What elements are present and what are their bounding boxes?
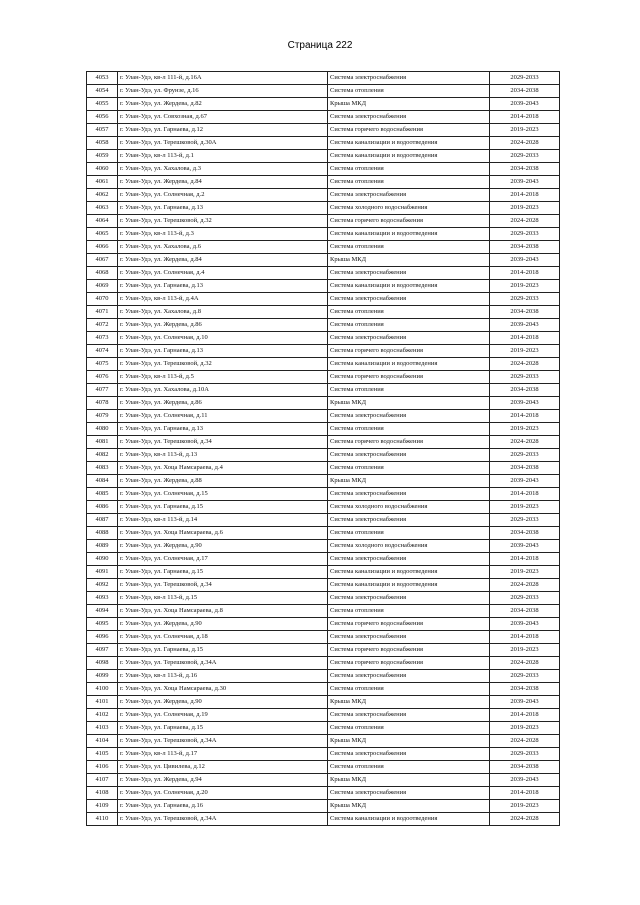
address-cell: г. Улан-Удэ, ул. Терешковой, д.34А <box>118 735 328 748</box>
address-cell: г. Улан-Удэ, ул. Солнечная, д.2 <box>118 189 328 202</box>
period-cell: 2029-2033 <box>490 293 560 306</box>
row-number: 4077 <box>87 384 118 397</box>
table-row <box>87 644 560 657</box>
address-cell: г. Улан-Удэ, ул. Солнечная, д.20 <box>118 787 328 800</box>
table-row <box>87 371 560 384</box>
period-cell: 2024-2028 <box>490 358 560 371</box>
table-row <box>87 592 560 605</box>
system-cell: Система электроснабжения <box>328 332 490 345</box>
address-cell: г. Улан-Удэ, кв-л 113-й, д.13 <box>118 449 328 462</box>
table-row <box>87 553 560 566</box>
period-cell: 2024-2028 <box>490 657 560 670</box>
address-cell: г. Улан-Удэ, ул. Терешковой, д.32 <box>118 358 328 371</box>
row-number: 4093 <box>87 592 118 605</box>
register-table <box>86 71 560 826</box>
table-row <box>87 150 560 163</box>
period-cell: 2029-2033 <box>490 514 560 527</box>
address-cell: г. Улан-Удэ, ул. Жердева, д.86 <box>118 397 328 410</box>
system-cell: Система холодного водоснабжения <box>328 540 490 553</box>
table-row <box>87 111 560 124</box>
period-cell: 2019-2023 <box>490 644 560 657</box>
period-cell: 2034-2038 <box>490 85 560 98</box>
address-cell: г. Улан-Удэ, ул. Солнечная, д.19 <box>118 709 328 722</box>
system-cell: Система электроснабжения <box>328 670 490 683</box>
row-number: 4109 <box>87 800 118 813</box>
row-number: 4101 <box>87 696 118 709</box>
row-number: 4102 <box>87 709 118 722</box>
row-number: 4092 <box>87 579 118 592</box>
address-cell: г. Улан-Удэ, ул. Жердева, д.84 <box>118 176 328 189</box>
period-cell: 2024-2028 <box>490 735 560 748</box>
address-cell: г. Улан-Удэ, ул. Солнечная, д.10 <box>118 332 328 345</box>
row-number: 4057 <box>87 124 118 137</box>
row-number: 4104 <box>87 735 118 748</box>
system-cell: Крыша МКД <box>328 774 490 787</box>
address-cell: г. Улан-Удэ, кв-л 113-й, д.15 <box>118 592 328 605</box>
period-cell: 2029-2033 <box>490 72 560 85</box>
period-cell: 2034-2038 <box>490 761 560 774</box>
row-number: 4078 <box>87 397 118 410</box>
system-cell: Система отопления <box>328 176 490 189</box>
period-cell: 2019-2023 <box>490 423 560 436</box>
table-row <box>87 202 560 215</box>
system-cell: Система канализации и водоотведения <box>328 150 490 163</box>
table-row <box>87 670 560 683</box>
table-row <box>87 72 560 85</box>
period-cell: 2014-2018 <box>490 709 560 722</box>
table-row <box>87 683 560 696</box>
row-number: 4095 <box>87 618 118 631</box>
row-number: 4068 <box>87 267 118 280</box>
address-cell: г. Улан-Удэ, ул. Гарнаева, д.15 <box>118 722 328 735</box>
period-cell: 2039-2043 <box>490 176 560 189</box>
table-row <box>87 358 560 371</box>
system-cell: Система отопления <box>328 85 490 98</box>
address-cell: г. Улан-Удэ, ул. Хахалова, д.3 <box>118 163 328 176</box>
period-cell: 2039-2043 <box>490 319 560 332</box>
row-number: 4056 <box>87 111 118 124</box>
address-cell: г. Улан-Удэ, ул. Жердева, д.82 <box>118 98 328 111</box>
period-cell: 2034-2038 <box>490 683 560 696</box>
address-cell: г. Улан-Удэ, ул. Гарнаева, д.13 <box>118 280 328 293</box>
table-row <box>87 345 560 358</box>
table-row <box>87 137 560 150</box>
table-row <box>87 436 560 449</box>
system-cell: Система электроснабжения <box>328 592 490 605</box>
address-cell: г. Улан-Удэ, ул. Жердева, д.90 <box>118 618 328 631</box>
table-row <box>87 267 560 280</box>
row-number: 4106 <box>87 761 118 774</box>
table-row <box>87 761 560 774</box>
period-cell: 2029-2033 <box>490 228 560 241</box>
period-cell: 2019-2023 <box>490 501 560 514</box>
system-cell: Система электроснабжения <box>328 553 490 566</box>
system-cell: Крыша МКД <box>328 397 490 410</box>
row-number: 4084 <box>87 475 118 488</box>
address-cell: г. Улан-Удэ, ул. Хоца Намсараева, д.6 <box>118 527 328 540</box>
row-number: 4087 <box>87 514 118 527</box>
system-cell: Система отопления <box>328 462 490 475</box>
page-title: Страница 222 <box>287 40 353 51</box>
period-cell: 2024-2028 <box>490 813 560 826</box>
address-cell: г. Улан-Удэ, ул. Хоца Намсараева, д.30 <box>118 683 328 696</box>
address-cell: г. Улан-Удэ, ул. Солнечная, д.15 <box>118 488 328 501</box>
period-cell: 2014-2018 <box>490 553 560 566</box>
row-number: 4060 <box>87 163 118 176</box>
row-number: 4076 <box>87 371 118 384</box>
address-cell: г. Улан-Удэ, ул. Гарнаева, д.13 <box>118 202 328 215</box>
period-cell: 2029-2033 <box>490 449 560 462</box>
row-number: 4100 <box>87 683 118 696</box>
table-row <box>87 215 560 228</box>
table-row <box>87 332 560 345</box>
address-cell: г. Улан-Удэ, ул. Солнечная, д.18 <box>118 631 328 644</box>
row-number: 4080 <box>87 423 118 436</box>
system-cell: Крыша МКД <box>328 98 490 111</box>
address-cell: г. Улан-Удэ, ул. Терешковой, д.34 <box>118 436 328 449</box>
system-cell: Система отопления <box>328 683 490 696</box>
row-number: 4099 <box>87 670 118 683</box>
period-cell: 2014-2018 <box>490 488 560 501</box>
table-row <box>87 657 560 670</box>
system-cell: Система горячего водоснабжения <box>328 345 490 358</box>
row-number: 4094 <box>87 605 118 618</box>
address-cell: г. Улан-Удэ, ул. Терешковой, д.34А <box>118 813 328 826</box>
address-cell: г. Улан-Удэ, ул. Гарнаева, д.13 <box>118 345 328 358</box>
row-number: 4081 <box>87 436 118 449</box>
period-cell: 2019-2023 <box>490 722 560 735</box>
address-cell: г. Улан-Удэ, кв-л 113-й, д.14 <box>118 514 328 527</box>
period-cell: 2019-2023 <box>490 566 560 579</box>
period-cell: 2039-2043 <box>490 774 560 787</box>
period-cell: 2039-2043 <box>490 475 560 488</box>
system-cell: Система электроснабжения <box>328 410 490 423</box>
system-cell: Система канализации и водоотведения <box>328 566 490 579</box>
table-row <box>87 449 560 462</box>
table-row <box>87 176 560 189</box>
period-cell: 2039-2043 <box>490 618 560 631</box>
period-cell: 2019-2023 <box>490 800 560 813</box>
system-cell: Система канализации и водоотведения <box>328 579 490 592</box>
system-cell: Система электроснабжения <box>328 709 490 722</box>
table-row <box>87 397 560 410</box>
system-cell: Система электроснабжения <box>328 514 490 527</box>
table-row <box>87 189 560 202</box>
table-row <box>87 618 560 631</box>
address-cell: г. Улан-Удэ, ул. Цивилева, д.12 <box>118 761 328 774</box>
table-row <box>87 228 560 241</box>
row-number: 4085 <box>87 488 118 501</box>
system-cell: Система отопления <box>328 605 490 618</box>
row-number: 4065 <box>87 228 118 241</box>
system-cell: Система холодного водоснабжения <box>328 501 490 514</box>
row-number: 4073 <box>87 332 118 345</box>
system-cell: Крыша МКД <box>328 254 490 267</box>
row-number: 4067 <box>87 254 118 267</box>
system-cell: Система канализации и водоотведения <box>328 280 490 293</box>
period-cell: 2034-2038 <box>490 306 560 319</box>
row-number: 4074 <box>87 345 118 358</box>
period-cell: 2034-2038 <box>490 241 560 254</box>
system-cell: Система канализации и водоотведения <box>328 813 490 826</box>
system-cell: Крыша МКД <box>328 696 490 709</box>
address-cell: г. Улан-Удэ, ул. Жердева, д.90 <box>118 540 328 553</box>
address-cell: г. Улан-Удэ, ул. Солнечная, д.17 <box>118 553 328 566</box>
row-number: 4086 <box>87 501 118 514</box>
table-row <box>87 774 560 787</box>
address-cell: г. Улан-Удэ, ул. Совхозная, д.67 <box>118 111 328 124</box>
table-row <box>87 514 560 527</box>
period-cell: 2024-2028 <box>490 579 560 592</box>
address-cell: г. Улан-Удэ, ул. Терешковой, д.30А <box>118 137 328 150</box>
row-number: 4089 <box>87 540 118 553</box>
period-cell: 2034-2038 <box>490 605 560 618</box>
table-row <box>87 319 560 332</box>
row-number: 4088 <box>87 527 118 540</box>
period-cell: 2014-2018 <box>490 332 560 345</box>
system-cell: Система отопления <box>328 423 490 436</box>
system-cell: Система горячего водоснабжения <box>328 644 490 657</box>
address-cell: г. Улан-Удэ, кв-л 113-й, д.4А <box>118 293 328 306</box>
period-cell: 2034-2038 <box>490 527 560 540</box>
address-cell: г. Улан-Удэ, ул. Жердева, д.86 <box>118 319 328 332</box>
table-row <box>87 566 560 579</box>
row-number: 4054 <box>87 85 118 98</box>
system-cell: Система холодного водоснабжения <box>328 202 490 215</box>
system-cell: Система канализации и водоотведения <box>328 137 490 150</box>
system-cell: Система отопления <box>328 163 490 176</box>
table-row <box>87 85 560 98</box>
row-number: 4072 <box>87 319 118 332</box>
period-cell: 2034-2038 <box>490 462 560 475</box>
system-cell: Система электроснабжения <box>328 631 490 644</box>
table-row <box>87 527 560 540</box>
table-row <box>87 501 560 514</box>
system-cell: Система горячего водоснабжения <box>328 657 490 670</box>
address-cell: г. Улан-Удэ, ул. Гарнаева, д.13 <box>118 423 328 436</box>
table-row <box>87 293 560 306</box>
row-number: 4098 <box>87 657 118 670</box>
address-cell: г. Улан-Удэ, ул. Хоца Намсараева, д.4 <box>118 462 328 475</box>
table-row <box>87 605 560 618</box>
period-cell: 2029-2033 <box>490 670 560 683</box>
table-row <box>87 423 560 436</box>
address-cell: г. Улан-Удэ, ул. Жердева, д.88 <box>118 475 328 488</box>
table-row <box>87 579 560 592</box>
table-row <box>87 306 560 319</box>
address-cell: г. Улан-Удэ, ул. Гарнаева, д.16 <box>118 800 328 813</box>
period-cell: 2039-2043 <box>490 254 560 267</box>
table-row <box>87 163 560 176</box>
system-cell: Система отопления <box>328 761 490 774</box>
system-cell: Система отопления <box>328 527 490 540</box>
period-cell: 2029-2033 <box>490 592 560 605</box>
table-row <box>87 241 560 254</box>
row-number: 4082 <box>87 449 118 462</box>
period-cell: 2014-2018 <box>490 111 560 124</box>
system-cell: Система электроснабжения <box>328 111 490 124</box>
period-cell: 2014-2018 <box>490 267 560 280</box>
address-cell: г. Улан-Удэ, ул. Жердева, д.94 <box>118 774 328 787</box>
system-cell: Система горячего водоснабжения <box>328 618 490 631</box>
system-cell: Система горячего водоснабжения <box>328 436 490 449</box>
table-row <box>87 787 560 800</box>
system-cell: Система отопления <box>328 241 490 254</box>
address-cell: г. Улан-Удэ, ул. Гарнаева, д.15 <box>118 566 328 579</box>
table-row <box>87 475 560 488</box>
address-cell: г. Улан-Удэ, ул. Хоца Намсараева, д.8 <box>118 605 328 618</box>
system-cell: Система горячего водоснабжения <box>328 124 490 137</box>
row-number: 4055 <box>87 98 118 111</box>
address-cell: г. Улан-Удэ, кв-л 113-й, д.3 <box>118 228 328 241</box>
system-cell: Система электроснабжения <box>328 748 490 761</box>
table-row <box>87 124 560 137</box>
system-cell: Система электроснабжения <box>328 72 490 85</box>
row-number: 4097 <box>87 644 118 657</box>
period-cell: 2019-2023 <box>490 345 560 358</box>
system-cell: Система отопления <box>328 722 490 735</box>
system-cell: Система горячего водоснабжения <box>328 371 490 384</box>
period-cell: 2039-2043 <box>490 540 560 553</box>
table-row <box>87 748 560 761</box>
address-cell: г. Улан-Удэ, ул. Жердева, д.84 <box>118 254 328 267</box>
system-cell: Система электроснабжения <box>328 267 490 280</box>
system-cell: Система канализации и водоотведения <box>328 228 490 241</box>
address-cell: г. Улан-Удэ, кв-л 113-й, д.16 <box>118 670 328 683</box>
system-cell: Крыша МКД <box>328 475 490 488</box>
period-cell: 2014-2018 <box>490 631 560 644</box>
row-number: 4075 <box>87 358 118 371</box>
system-cell: Крыша МКД <box>328 800 490 813</box>
address-cell: г. Улан-Удэ, ул. Хахалова, д.6 <box>118 241 328 254</box>
table-row <box>87 462 560 475</box>
table-row <box>87 813 560 826</box>
row-number: 4079 <box>87 410 118 423</box>
period-cell: 2014-2018 <box>490 410 560 423</box>
row-number: 4103 <box>87 722 118 735</box>
period-cell: 2019-2023 <box>490 124 560 137</box>
period-cell: 2019-2023 <box>490 202 560 215</box>
table-row <box>87 488 560 501</box>
table-row <box>87 98 560 111</box>
row-number: 4107 <box>87 774 118 787</box>
period-cell: 2034-2038 <box>490 163 560 176</box>
row-number: 4058 <box>87 137 118 150</box>
table-row <box>87 254 560 267</box>
row-number: 4053 <box>87 72 118 85</box>
period-cell: 2014-2018 <box>490 189 560 202</box>
system-cell: Система электроснабжения <box>328 488 490 501</box>
period-cell: 2039-2043 <box>490 98 560 111</box>
period-cell: 2014-2018 <box>490 787 560 800</box>
system-cell: Система электроснабжения <box>328 293 490 306</box>
address-cell: г. Улан-Удэ, кв-л 113-й, д.17 <box>118 748 328 761</box>
row-number: 4071 <box>87 306 118 319</box>
row-number: 4066 <box>87 241 118 254</box>
period-cell: 2029-2033 <box>490 371 560 384</box>
system-cell: Система электроснабжения <box>328 189 490 202</box>
row-number: 4069 <box>87 280 118 293</box>
period-cell: 2029-2033 <box>490 748 560 761</box>
address-cell: г. Улан-Удэ, ул. Солнечная, д.4 <box>118 267 328 280</box>
table-row <box>87 540 560 553</box>
period-cell: 2024-2028 <box>490 436 560 449</box>
row-number: 4059 <box>87 150 118 163</box>
address-cell: г. Улан-Удэ, кв-л 113-й, д.5 <box>118 371 328 384</box>
row-number: 4090 <box>87 553 118 566</box>
row-number: 4063 <box>87 202 118 215</box>
table-row <box>87 384 560 397</box>
table-row <box>87 280 560 293</box>
row-number: 4070 <box>87 293 118 306</box>
address-cell: г. Улан-Удэ, ул. Фрунзе, д.16 <box>118 85 328 98</box>
row-number: 4062 <box>87 189 118 202</box>
address-cell: г. Улан-Удэ, ул. Хахалова, д.10А <box>118 384 328 397</box>
period-cell: 2039-2043 <box>490 696 560 709</box>
table-row <box>87 709 560 722</box>
system-cell: Система электроснабжения <box>328 449 490 462</box>
table-row <box>87 410 560 423</box>
row-number: 4110 <box>87 813 118 826</box>
row-number: 4064 <box>87 215 118 228</box>
address-cell: г. Улан-Удэ, ул. Терешковой, д.34 <box>118 579 328 592</box>
table-row <box>87 631 560 644</box>
system-cell: Система отопления <box>328 384 490 397</box>
address-cell: г. Улан-Удэ, ул. Солнечная, д.11 <box>118 410 328 423</box>
period-cell: 2034-2038 <box>490 384 560 397</box>
period-cell: 2039-2043 <box>490 397 560 410</box>
table-row <box>87 696 560 709</box>
address-cell: г. Улан-Удэ, ул. Хахалова, д.8 <box>118 306 328 319</box>
table-row <box>87 722 560 735</box>
row-number: 4083 <box>87 462 118 475</box>
address-cell: г. Улан-Удэ, ул. Гарнаева, д.15 <box>118 501 328 514</box>
system-cell: Система электроснабжения <box>328 787 490 800</box>
address-cell: г. Улан-Удэ, ул. Гарнаева, д.12 <box>118 124 328 137</box>
row-number: 4096 <box>87 631 118 644</box>
table-row <box>87 800 560 813</box>
period-cell: 2029-2033 <box>490 150 560 163</box>
address-cell: г. Улан-Удэ, ул. Терешковой, д.34А <box>118 657 328 670</box>
register-table-body <box>87 72 560 826</box>
address-cell: г. Улан-Удэ, ул. Жердева, д.90 <box>118 696 328 709</box>
row-number: 4061 <box>87 176 118 189</box>
period-cell: 2024-2028 <box>490 215 560 228</box>
system-cell: Крыша МКД <box>328 735 490 748</box>
address-cell: г. Улан-Удэ, кв-л 111-й, д.16А <box>118 72 328 85</box>
system-cell: Система горячего водоснабжения <box>328 215 490 228</box>
address-cell: г. Улан-Удэ, ул. Терешковой, д.32 <box>118 215 328 228</box>
period-cell: 2024-2028 <box>490 137 560 150</box>
row-number: 4091 <box>87 566 118 579</box>
address-cell: г. Улан-Удэ, ул. Гарнаева, д.15 <box>118 644 328 657</box>
period-cell: 2019-2023 <box>490 280 560 293</box>
row-number: 4105 <box>87 748 118 761</box>
system-cell: Система отопления <box>328 319 490 332</box>
system-cell: Система канализации и водоотведения <box>328 358 490 371</box>
row-number: 4108 <box>87 787 118 800</box>
system-cell: Система отопления <box>328 306 490 319</box>
table-row <box>87 735 560 748</box>
address-cell: г. Улан-Удэ, кв-л 113-й, д.1 <box>118 150 328 163</box>
